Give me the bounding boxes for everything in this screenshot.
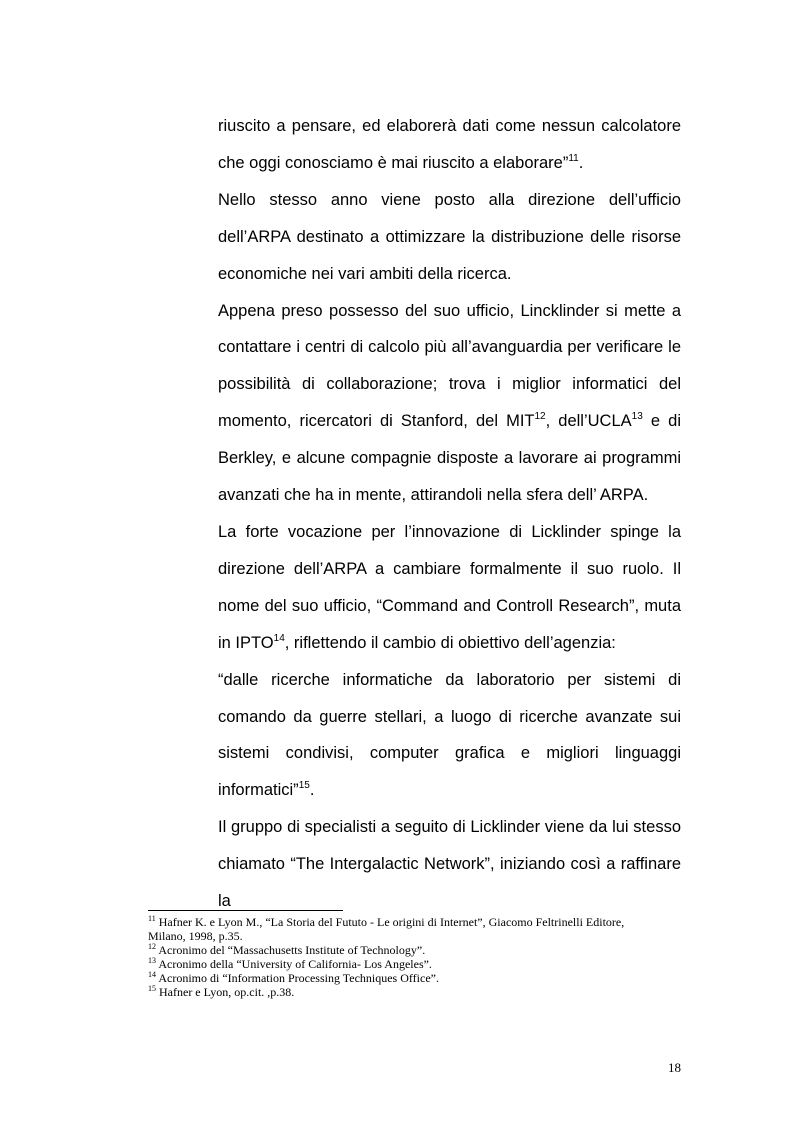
footnote-text: Hafner K. e Lyon M., “La Storia del Fututo - Le origini di Internet”, Giacomo Feltrinelli Editore, Milano, 1998, p.35.	[148, 915, 625, 943]
paragraph-2: Nello stesso anno viene posto alla direzione dell’ufficio dell’ARPA destinato a ottimizzare la distribuzione delle risorse economiche nei vari ambiti della ricerca.	[218, 190, 681, 283]
paragraph-1-text: riuscito a pensare, ed elaborerà dati come nessun calcolatore che oggi conosciamo è mai riuscito a elaborare”	[218, 117, 681, 172]
paragraph-3-text-c: e di Berkley, e alcune compagnie disposte a lavorare ai programmi avanzati che ha in mente, attirandoli nella sfera dell’ ARPA.	[218, 412, 681, 505]
footnote-13	[148, 957, 648, 971]
paragraph-4	[218, 514, 681, 662]
paragraph-4-text: La forte vocazione per l’innovazione di Licklinder spinge la direzione dell’ARPA a cambiare formalmente il suo ruolo. Il nome del suo ufficio, “Command and Controll Research”, muta in IPTO	[218, 522, 681, 652]
body-text	[218, 108, 681, 920]
footnote-14	[148, 971, 648, 985]
footnote-ref-12[interactable]: 12	[534, 411, 546, 423]
footnote-separator	[148, 910, 343, 911]
paragraph-3-text-b: , dell’UCLA	[545, 412, 632, 431]
footnotes	[148, 915, 648, 999]
paragraph-1-end: .	[578, 153, 584, 172]
footnote-text: Acronimo di “Information Processing Techniques Office”.	[158, 971, 439, 985]
paragraph-1	[218, 108, 681, 182]
footnote-number: 14	[148, 970, 156, 979]
footnote-number: 15	[148, 984, 156, 993]
footnote-number: 13	[148, 956, 156, 965]
paragraph-3	[218, 293, 681, 514]
paragraph-3-text-a: Appena preso possesso del suo ufficio, Lincklinder si mette a contattare i centri di calcolo più all’avanguardia per verificare le possibilità di collaborazione; trova i miglior informatici del momento, ricercatori di Stanford, del MIT	[218, 301, 681, 431]
page-number: 18	[668, 1060, 681, 1075]
paragraph-5-end: .	[309, 781, 315, 800]
paragraph-5-quote	[218, 662, 681, 810]
paragraph-4-end: , riflettendo il cambio di obiettivo dell’agenzia:	[284, 633, 616, 652]
footnote-11	[148, 915, 648, 943]
footnote-text: Acronimo della “University of California- Los Angeles”.	[158, 957, 432, 971]
footnote-number: 12	[148, 942, 156, 951]
paragraph-6: Il gruppo di specialisti a seguito di Licklinder viene da lui stesso chiamato “The Intergalactic Network”, iniziando così a raffinare la	[218, 818, 681, 911]
footnote-ref-13[interactable]: 13	[631, 411, 643, 423]
footnote-text: Hafner e Lyon, op.cit. ,p.38.	[159, 985, 295, 999]
footnote-ref-14[interactable]: 14	[273, 632, 285, 644]
footnote-ref-11[interactable]: 11	[568, 152, 579, 164]
footnote-text: Acronimo del “Massachusetts Institute of Technology”.	[158, 943, 426, 957]
footnote-number: 11	[148, 914, 156, 923]
footnote-15	[148, 985, 648, 999]
footnote-ref-15[interactable]: 15	[298, 780, 310, 792]
footnote-12	[148, 943, 648, 957]
paragraph-5-text: “dalle ricerche informatiche da laboratorio per sistemi di comando da guerre stellari, a luogo di ricerche avanzate sui sistemi condivisi, computer grafica e migliori linguaggi informatici”	[218, 670, 681, 800]
